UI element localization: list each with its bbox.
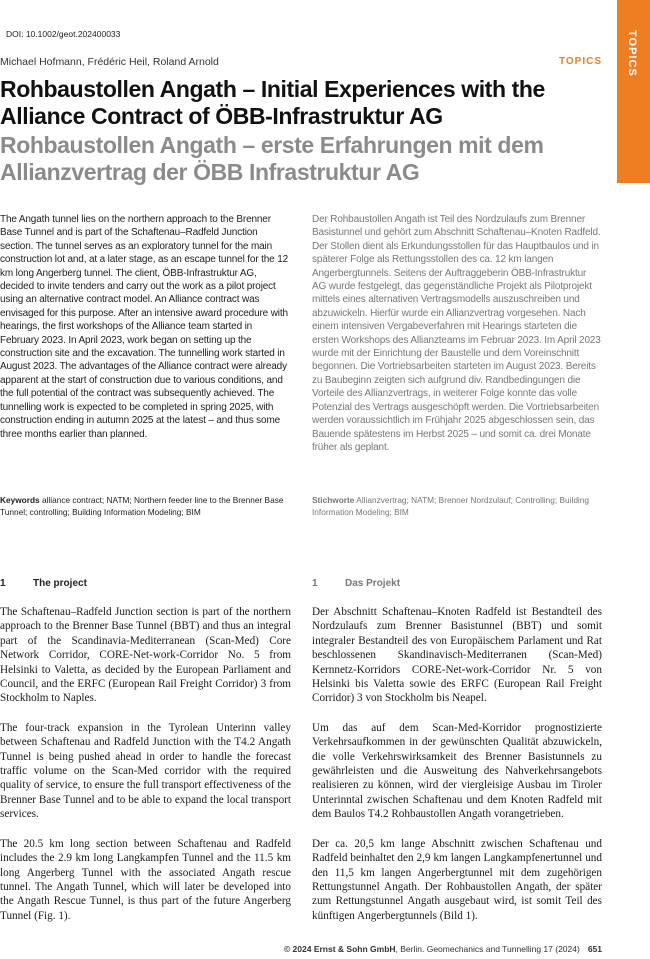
stichworte-label: Stichworte [312,495,355,505]
authors: Michael Hofmann, Frédéric Heil, Roland Arnold [0,56,219,68]
keywords-text: alliance contract; NATM; Northern feeder line to the Brenner Base Tunnel; controlling; Building Information Modeling; BIM [0,495,284,517]
body-german [312,605,602,938]
section-heading-english [0,578,87,589]
paragraph: The Schaftenau–Radfeld Junction section is part of the northern approach to the Brenner Base Tunnel (BBT) and thus an integral part of the Scandinavia-Mediterranean (Scan-Med) Core Network Corridor, CORE-Net-work-Corridor No. 5 from Helsinki to Valetta, as decided by the European Parliament and Council, and the ERFC (European Rail Freight Corridor) 3 from Stockholm to Naples. [0,606,291,705]
abstract-german: Der Rohbaustollen Angath ist Teil des Nordzulaufs zum Brenner Basistunnel und gehört zum Abschnitt Schaftenau–Knoten Radfeld. Der Stollen dient als Erkundungsstollen für das Hauptbaulos und in späterer Folge als Rettungsstollen des ca. 12 km langen Angerbergtunnels. Seitens der Auftraggeberin ÖBB-Infrastruktur AG wurde festgelegt, das gegenständliche Projekt als Pilotprojekt mittels eines alternativen Vertragsmodells auszuschreiben und abzuwickeln. Hierfür wurde ein Allianzvertrag vorgesehen. Nach einem intensiven Vergabeverfahren mit Hearings starteten die ersten Workshops des Allianzteams im Februar 2023. Im April 2023 wurde mit der Einrichtung der Baustelle und dem Voreinschnitt begonnen. Die Vortriebsarbeiten starteten im August 2023. Bereits zu Baubeginn zeigten sich aufgrund div. Randbedingungen die Vorteile des Allianzvertrags, in weiterer Folge konnte das volle Potenzial des Vertrags ausgeschöpft werden. Die Vortriebsarbeiten werden voraussichtlich im Frühjahr 2025 abgeschlossen sein, das Bauende spätestens im Herbst 2025 – und somit ca. drei Monate früher als geplant. [312,214,601,453]
paragraph: Der Abschnitt Schaftenau–Knoten Radfeld ist Bestandteil des Nordzulaufs zum Brenner Basistunnel (BBT) und somit integraler Bestandteil des von Europäischem Parlament und Rat beschlossenen Skandinavisch-Mediterranen (Scan-Med) Kernnetz-Korridors CORE-Net-work-Corridor Nr. 5 von Helsinki bis Valetta sowie des ERFC (European Rail Freight Corridor) 3 von Stockholm bis Neapel. [312,606,602,705]
section-number: 1 [312,578,318,589]
section-title: Das Projekt [345,578,401,589]
paragraph: Der ca. 20,5 km lange Abschnitt zwischen Schaftenau und Radfeld beinhaltet den 2,9 km langen Langkampfenertunnel und den 11,5 km langen Angerbergtunnel mit dem zugehörigen Rettungstunnel Angath. Der Rohbaustollen Angath, der später zum Rettungstunnel Angath ausgebaut wird, ist somit Teil des künftigen Angerbergtunnels (Bild 1). [312,837,602,922]
paragraph: The 20.5 km long section between Schaftenau and Radfeld includes the 2.9 km long Langkampfen Tunnel and the 11.5 km long Angerberg Tunnel with the associated Angath rescue tunnel. The Angath Tunnel, which will later be developed into the Angath Rescue Tunnel, is thus part of the future Angerberg Tunnel (Fig. 1). [0,837,291,922]
stichworte-text: Allianzvertrag; NATM; Brenner Nordzulauf; Controlling; Building Information Modeling; BIM [312,495,590,517]
title-english: Rohbaustollen Angath – Initial Experiences with the Alliance Contract of ÖBB-Infrastruktur AG [0,76,545,129]
paragraph: The four-track expansion in the Tyrolean Unterinn valley between Schaftenau and Radfeld Junction with the T4.2 Angath Tunnel is being pushed ahead in order to handle the forecast traffic volume on the Scan-Med corridor with the required quality of service, to ensure the full transport effectiveness of the Brenner Base Tunnel and to be able to expand the local transport services. [0,721,291,821]
title-german: Rohbaustollen Angath – erste Erfahrungen mit dem Allianzvertrag der ÖBB Infrastruktur AG [0,132,544,185]
keywords-english [0,495,295,518]
section-label: TOPICS [558,56,602,67]
keywords-label: Keywords [0,495,40,505]
section-title: The project [33,578,87,589]
paragraph: Um das auf dem Scan-Med-Korridor prognostizierte Verkehrsaufkommen in der gewünschten Qualität abzuwickeln, die volle Verkehrswirksamkeit des Brenner Basistunnels zu gewährleisten und die Ausweitung des Nahverkehrsangebots realisieren zu können, wird der viergleisige Ausbau im Tiroler Unterinntal zwischen Schaftenau und dem Knoten Radfeld mit dem Baulos T4.2 Rohbaustollen Angath vorangetrieben. [312,721,602,821]
page-footer [284,944,602,954]
page-number: 651 [587,944,602,954]
topics-side-tab [617,0,650,183]
journal-info: , Berlin. Geomechanics and Tunnelling 17 (2024) [395,944,580,954]
abstract-english: The Angath tunnel lies on the northern approach to the Brenner Base Tunnel and is part of the Schaftenau–Radfeld Junction section. The tunnel serves as an exploratory tunnel for the main construction lot and, at a later stage, as an escape tunnel for the 12 km long Angerberg tunnel. The client, ÖBB-Infrastruktur AG, decided to invite tenders and carry out the work as a pilot project using an alternative contract model. An Alliance contract was envisaged for this purpose. After an intensive award procedure with hearings, the first workshops of the Alliance team started in February 2023. In April 2023, work began on setting up the construction site and the excavation. The tunnelling work started in August 2023. The advantages of the Alliance contract were already apparent at the start of construction due to various conditions, and the full potential of the contract was subsequently achieved. The tunnelling work is expected to be completed in spring 2025, with construction ending in autumn 2025 at the latest – and thus some three months earlier than planned. [0,214,289,440]
section-number: 1 [0,578,6,589]
keywords-german [312,495,602,518]
copyright: © 2024 Ernst & Sohn GmbH [283,944,396,954]
section-heading-german [312,578,400,589]
doi: DOI: 10.1002/geot.202400033 [6,29,121,39]
body-english [0,605,291,938]
side-tab-label: TOPICS [626,30,638,77]
